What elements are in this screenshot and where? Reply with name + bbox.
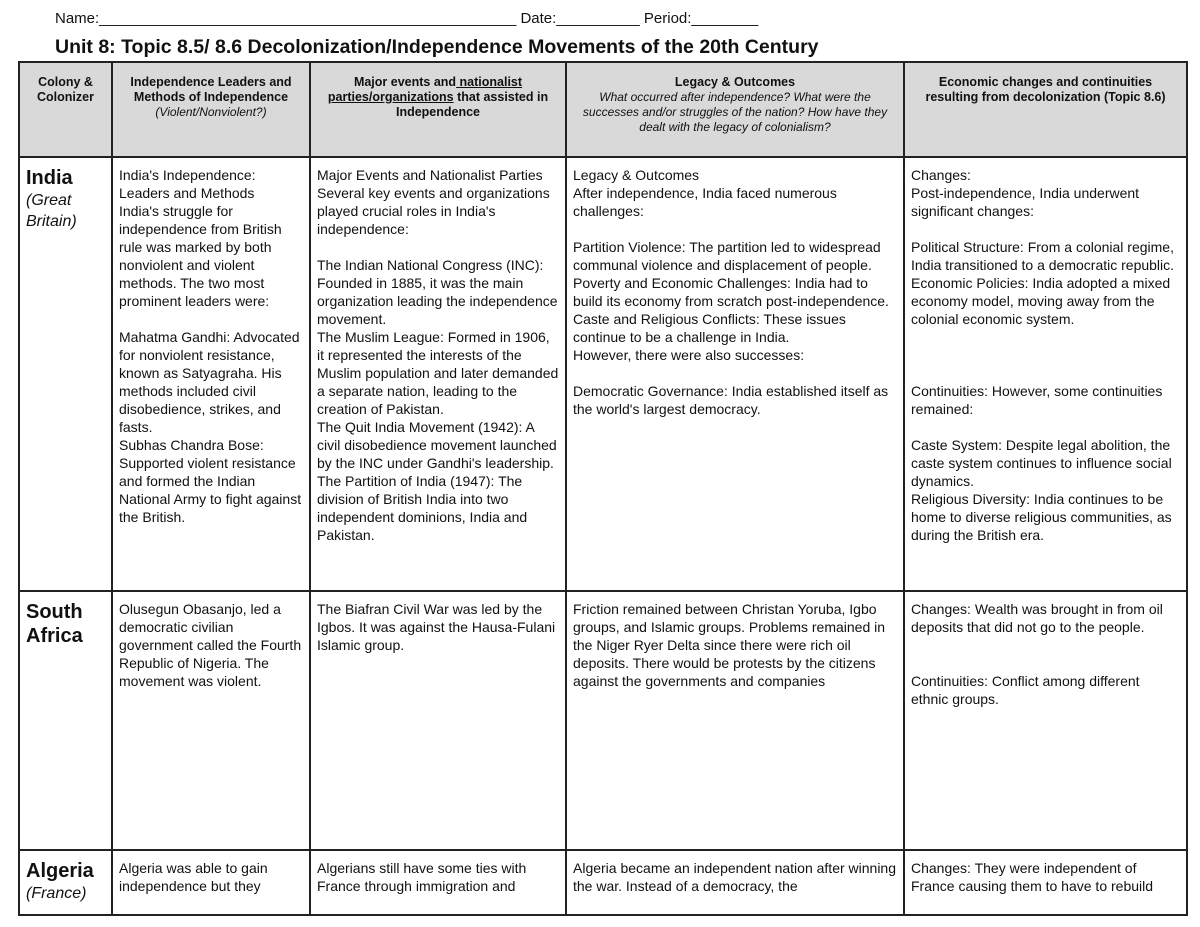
header-legacy-main: Legacy & Outcomes bbox=[674, 75, 796, 89]
economic-cell: Changes: Wealth was brought in from oil deposits that did not go to the people. Continuities: Conflict among different ethnic groups. bbox=[904, 591, 1187, 850]
table-row bbox=[19, 157, 1187, 591]
colony-name: India bbox=[26, 167, 73, 189]
header-leaders-main: Independence Leaders and Methods of Independence bbox=[130, 75, 292, 104]
economic-cell: Changes: They were independent of France causing them to have to rebuild bbox=[904, 850, 1187, 915]
header-leaders-methods bbox=[112, 62, 310, 157]
table-row bbox=[19, 850, 1187, 915]
legacy-cell: Legacy & Outcomes After independence, India faced numerous challenges: Partition Violence: The partition led to widespread communal violence and displacement of people. Poverty and Economic Challenges: India had to build its economy from scratch post-independence. Caste and Religious Conflicts: These issues continue to be a challenge in India. However, there were also successes: Democratic Governance: India established itself as the world's largest democracy. bbox=[566, 157, 904, 591]
events-cell: Major Events and Nationalist Parties Several key events and organizations played crucial roles in India's independence: The Indian National Congress (INC): Founded in 1885, it was the main organization leading the independence movement. The Muslim League: Formed in 1906, it represented the interests of the Muslim population and later demanded a separate nation, leading to the creation of Pakistan. The Quit India Movement (1942): A civil disobedience movement launched by the INC under Gandhi's leadership. The Partition of India (1947): The division of British India into two independent dominions, India and Pakistan. bbox=[310, 157, 566, 591]
colonizer-name: (Great Britain) bbox=[26, 192, 77, 230]
colony-cell bbox=[19, 591, 112, 850]
events-cell: Algerians still have some ties with France through immigration and bbox=[310, 850, 566, 915]
economic-cell: Changes: Post-independence, India underwent significant changes: Political Structure: From a colonial regime, India transitioned to a democratic republic. Economic Policies: India adopted a mixed economy model, moving away from the colonial economic system. Continuities: However, some continuities remained: Caste System: Despite legal abolition, the caste system continues to influence social dynamics. Religious Diversity: India continues to be home to diverse religious communities, as during the British era. bbox=[904, 157, 1187, 591]
events-cell: The Biafran Civil War was led by the Igbos. It was against the Hausa-Fulani Islamic group. bbox=[310, 591, 566, 850]
header-legacy-sub: What occurred after independence? What were the successes and/or struggles of the nation? How have they dealt with the legacy of colonialism? bbox=[582, 90, 888, 134]
colony-name: South Africa bbox=[26, 601, 83, 647]
decolonization-table bbox=[18, 61, 1188, 916]
header-events-underlined: nationalist parties/organizations bbox=[327, 75, 523, 104]
leaders-cell: Olusegun Obasanjo, led a democratic civilian government called the Fourth Republic of Nigeria. The movement was violent. bbox=[112, 591, 310, 850]
colony-name: Algeria bbox=[26, 860, 94, 882]
colony-cell bbox=[19, 850, 112, 915]
header-economic-changes: Economic changes and continuities resulting from decolonization (Topic 8.6) bbox=[904, 62, 1187, 157]
leaders-cell: India's Independence: Leaders and Methods India's struggle for independence from British rule was marked by both nonviolent and violent methods. The two most prominent leaders were: Mahatma Gandhi: Advocated for nonviolent resistance, known as Satyagraha. His methods included civil disobedience, strikes, and fasts. Subhas Chandra Bose: Supported violent resistance and formed the Indian National Army to fight against the British. bbox=[112, 157, 310, 591]
header-leaders-sub: (Violent/Nonviolent?) bbox=[155, 105, 267, 119]
header-row bbox=[19, 62, 1187, 157]
legacy-cell: Friction remained between Christan Yoruba, Igbo groups, and Islamic groups. Problems remained in the Niger Ryer Delta since there were rich oil deposits. There would be protests by the citizens against the governments and companies bbox=[566, 591, 904, 850]
header-major-events: Major events and nationalist parties/organizations that assisted in Independence bbox=[310, 62, 566, 157]
colony-cell bbox=[19, 157, 112, 591]
leaders-cell: Algeria was able to gain independence but they bbox=[112, 850, 310, 915]
colonizer-name: (France) bbox=[26, 885, 87, 902]
page-title: Unit 8: Topic 8.5/ 8.6 Decolonization/Independence Movements of the 20th Century bbox=[55, 36, 819, 58]
legacy-cell: Algeria became an independent nation after winning the war. Instead of a democracy, the bbox=[566, 850, 904, 915]
table-row bbox=[19, 591, 1187, 850]
header-colony-colonizer: Colony & Colonizer bbox=[19, 62, 112, 157]
header-legacy-outcomes bbox=[566, 62, 904, 157]
name-date-period-line: Name:__________________________________________________ Date:__________ Period:________ bbox=[55, 10, 759, 27]
